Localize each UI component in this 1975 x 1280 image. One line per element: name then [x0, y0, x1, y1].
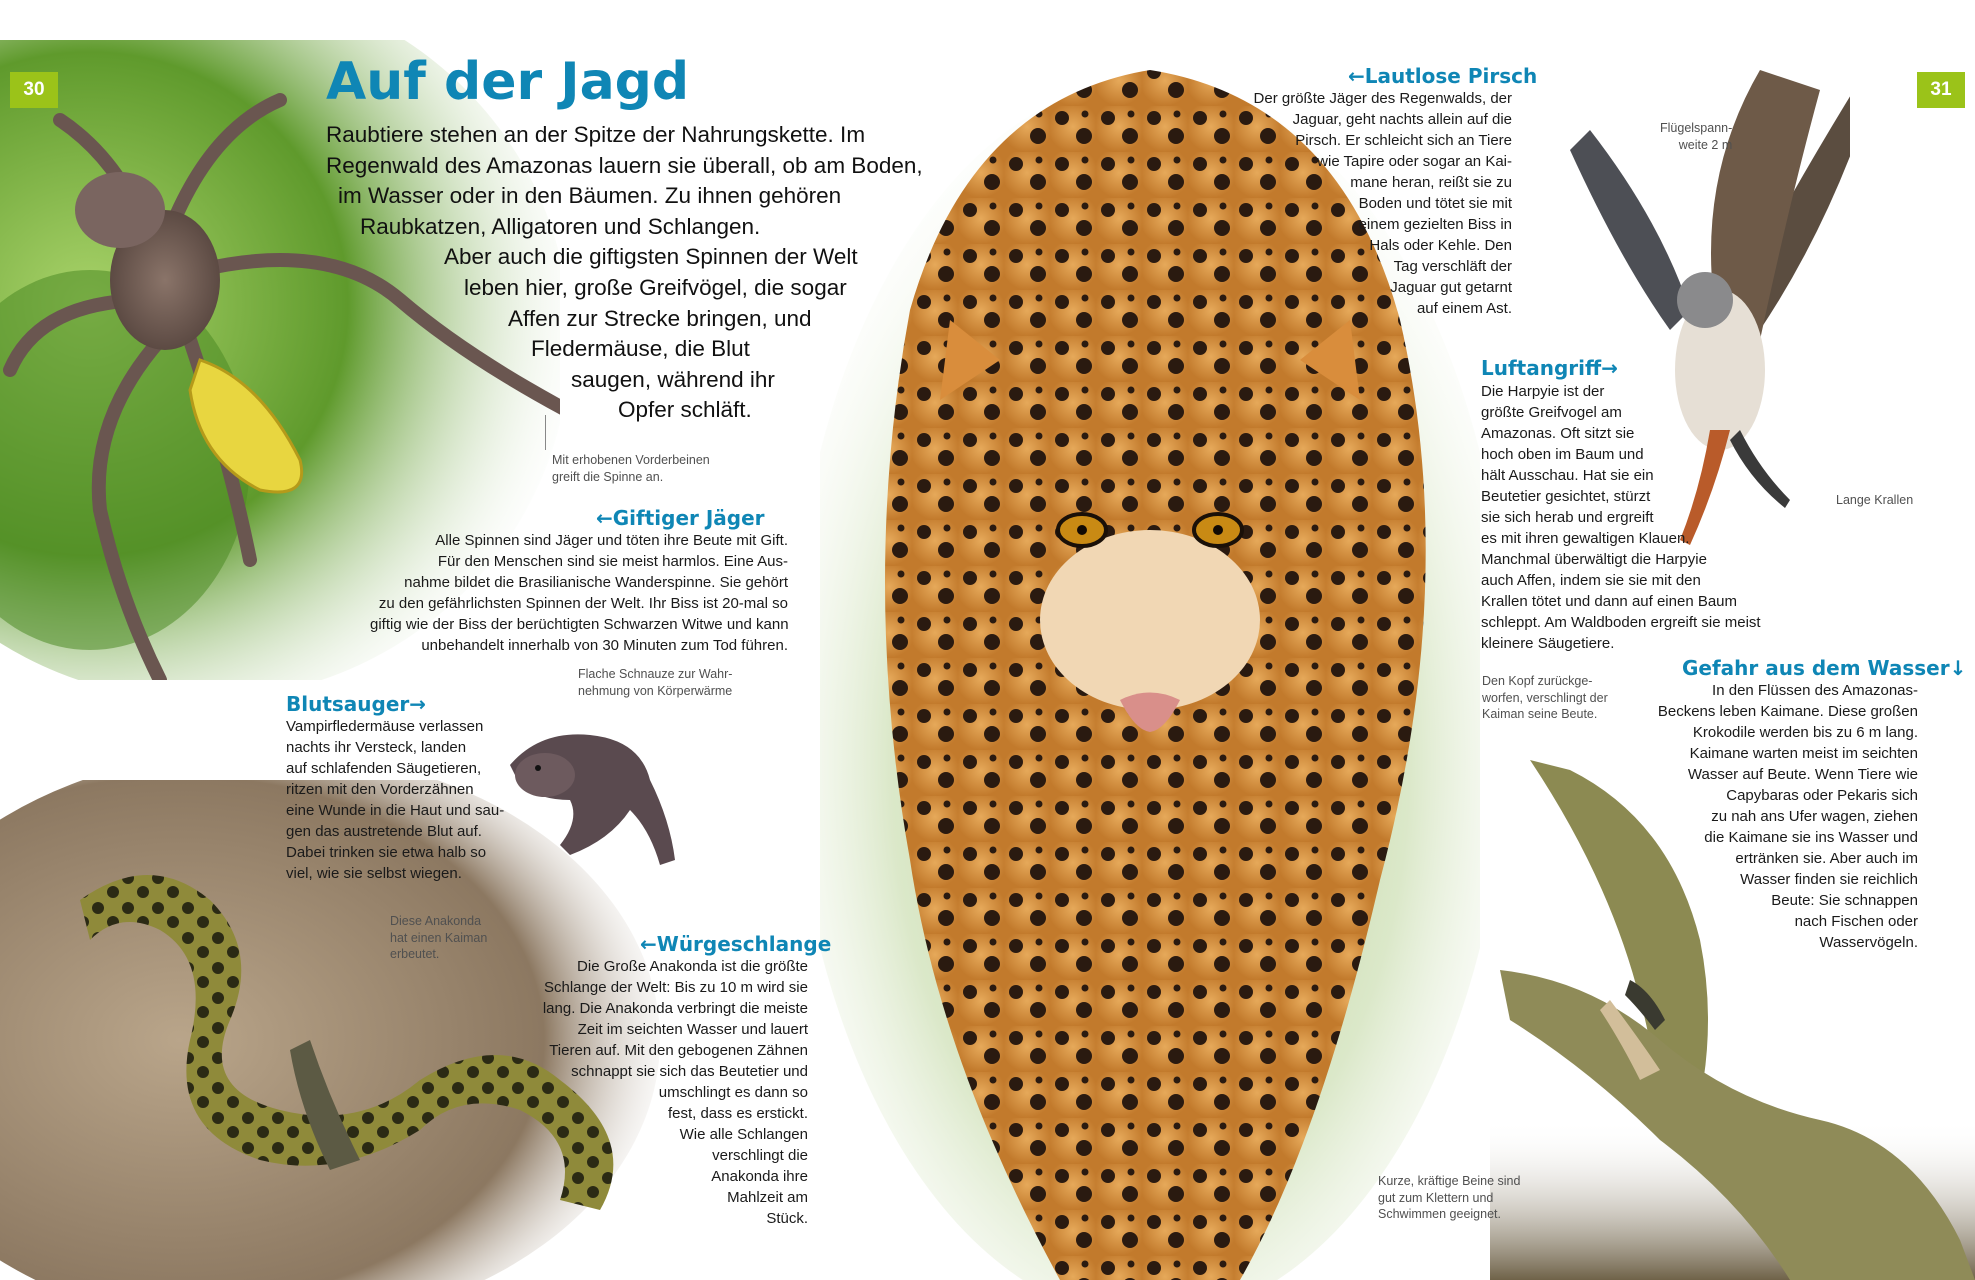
text-line: Anakonda ihre [711, 1168, 808, 1185]
text-line: ritzen mit den Vorderzähnen [286, 781, 474, 798]
text-line: Beckens leben Kaimane. Diese großen [1657, 703, 1918, 720]
caption-line: Flügelspann- [1660, 121, 1733, 135]
text-line: umschlingt es dann so [658, 1084, 808, 1101]
text-gefahr-aus-dem-wasser [1560, 680, 1918, 953]
text-line: hoch oben im Baum und [1481, 446, 1644, 463]
heading-blutsauger: Blutsauger→ [286, 692, 427, 716]
text-line: nach Fischen oder [1794, 913, 1918, 930]
heading-giftiger-jaeger: ←Giftiger Jäger [596, 506, 765, 530]
text-line: giftig wie der Biss der berüchtigten Schwarzen Witwe und kann [370, 616, 789, 633]
text-line: Jaguar, geht nachts allein auf die [1292, 111, 1512, 128]
text-line: Die Harpyie ist der [1481, 383, 1605, 400]
intro-line: Raubtiere stehen an der Spitze der Nahrungskette. Im [326, 122, 866, 147]
text-line: Pirsch. Er schleicht sich an Tiere [1295, 132, 1512, 149]
text-line: auch Affen, indem sie sie mit den [1481, 572, 1701, 589]
text-line: verschlingt die [712, 1147, 808, 1164]
intro-line: Aber auch die giftigsten Spinnen der Welt [444, 244, 858, 270]
text-line: schnappt sie sich das Beutetier und [571, 1063, 808, 1080]
text-line: zu den gefährlichsten Spinnen der Welt. Ihr Biss ist 20-mal so [378, 595, 788, 612]
text-line: hält Ausschau. Hat sie ein [1481, 467, 1654, 484]
text-line: Tieren auf. Mit den gebogenen Zähnen [549, 1042, 808, 1059]
text-lautlose-pirsch [1250, 88, 1512, 319]
heading-gefahr-aus-dem-wasser: Gefahr aus dem Wasser↓ [1682, 656, 1967, 680]
text-line: Zeit im seichten Wasser und lauert [577, 1021, 808, 1038]
caption-line: nehmung von Körperwärme [578, 683, 733, 698]
caption-line: erbeutet. [390, 947, 440, 961]
heading-luftangriff: Luftangriff→ [1481, 356, 1618, 380]
text-line: nahme bildet die Brasilianische Wanderspinne. Sie gehört [404, 574, 788, 591]
text-line: In den Flüssen des Amazonas- [1712, 682, 1918, 699]
text-line: gen das austretende Blut auf. [286, 823, 482, 840]
caption-wingspan [1660, 120, 1732, 153]
text-line: schleppt. Am Waldboden ergreift sie meist [1481, 614, 1761, 631]
text-line: es mit ihren gewaltigen Klauen. [1481, 530, 1690, 547]
intro-line: saugen, während ihr [571, 366, 775, 392]
intro-text [326, 120, 923, 426]
text-line: lang. Die Anakonda verbringt die meiste [542, 1000, 808, 1017]
text-line: unbehandelt innerhalb von 30 Minuten zum Tod führen. [421, 637, 788, 654]
page-title: Auf der Jagd [326, 52, 690, 112]
caption-claws [1836, 492, 1913, 509]
page-number-right: 31 [1917, 72, 1965, 108]
caption-line: Diese Anakonda [390, 914, 482, 928]
text-line: Amazonas. Oft sitzt sie [1481, 425, 1635, 442]
caption-spider [552, 452, 710, 485]
heading-wuergeschlange: ←Würgeschlange [640, 932, 832, 956]
caption-line: gut zum Klettern und [1378, 1190, 1494, 1205]
caption-bat [578, 666, 732, 699]
text-line: viel, wie sie selbst wiegen. [286, 865, 462, 882]
text-line: nachts ihr Versteck, landen [286, 739, 467, 756]
text-line: sie sich herab und ergreift [1481, 509, 1654, 526]
text-line: die Kaimane sie ins Wasser und [1704, 829, 1918, 846]
text-line: fest, dass es erstickt. [667, 1105, 808, 1122]
text-line: Wasservögeln. [1819, 934, 1918, 951]
page-number-left: 30 [10, 72, 58, 108]
text-line: auf einem Ast. [1416, 300, 1512, 317]
caption-line: greift die Spinne an. [552, 469, 664, 484]
intro-line: Opfer schläft. [618, 397, 752, 423]
text-line: größte Greifvogel am [1481, 404, 1622, 421]
caption-line: worfen, verschlingt der [1482, 690, 1608, 705]
text-line: eine Wunde in die Haut und sau- [286, 802, 505, 819]
text-line: Für den Menschen sind sie meist harmlos. Eine Aus- [437, 553, 788, 570]
text-line: Boden und tötet sie mit [1358, 195, 1512, 212]
caption-line: Lange Krallen [1836, 493, 1914, 507]
text-line: wie Tapire oder sogar an Kai- [1317, 153, 1512, 170]
intro-line: Raubkatzen, Alligatoren und Schlangen. [360, 213, 761, 239]
text-line: Capybaras oder Pekaris sich [1726, 787, 1918, 804]
caption-line: Kaiman seine Beute. [1482, 707, 1598, 721]
text-line: ertränken sie. Aber auch im [1735, 850, 1918, 867]
caption-jaguar-legs [1378, 1173, 1520, 1223]
text-line: Manchmal überwältigt die Harpyie [1481, 551, 1707, 568]
text-line: Stück. [766, 1210, 808, 1227]
text-line: zu nah ans Ufer wagen, ziehen [1711, 808, 1918, 825]
text-line: Hals oder Kehle. Den [1369, 237, 1512, 254]
text-luftangriff [1481, 381, 1761, 654]
caption-anaconda [390, 913, 487, 963]
text-line: Beute: Sie schnappen [1771, 892, 1918, 909]
text-line: Wasser auf Beute. Wenn Tiere wie [1687, 766, 1918, 783]
intro-line: leben hier, große Greifvögel, die sogar [464, 274, 847, 300]
text-line: Jaguar gut getarnt [1390, 279, 1512, 296]
caption-line: Flache Schnauze zur Wahr- [578, 667, 733, 681]
text-line: kleinere Säugetiere. [1481, 635, 1615, 652]
caption-line: weite 2 m [1678, 137, 1733, 152]
intro-line: im Wasser oder in den Bäumen. Zu ihnen gehören [338, 183, 842, 209]
caption-line: Schwimmen geeignet. [1378, 1207, 1501, 1221]
text-blutsauger [286, 716, 504, 884]
caption-line: Kurze, kräftige Beine sind [1378, 1174, 1521, 1188]
text-line: einem gezielten Biss in [1358, 216, 1512, 233]
text-line: Alle Spinnen sind Jäger und töten ihre Beute mit Gift. [435, 532, 788, 549]
intro-line: Affen zur Strecke bringen, und [508, 305, 812, 331]
text-line: Dabei trinken sie etwa halb so [286, 844, 487, 861]
caption-line: Den Kopf zurückge- [1482, 674, 1593, 688]
text-line: Kaimane warten meist im seichten [1689, 745, 1918, 762]
intro-line: Regenwald des Amazonas lauern sie überall, ob am Boden, [326, 152, 923, 178]
text-line: Der größte Jäger des Regenwalds, der [1253, 90, 1512, 107]
text-line: Wasser finden sie reichlich [1740, 871, 1918, 888]
text-line: Tag verschläft der [1393, 258, 1512, 275]
text-line: mane heran, reißt sie zu [1350, 174, 1512, 191]
text-line: Beutetier gesichtet, stürzt [1481, 488, 1651, 505]
text-line: Krokodile werden bis zu 6 m lang. [1692, 724, 1918, 741]
text-line: Mahlzeit am [727, 1189, 808, 1206]
text-line: Wie alle Schlangen [679, 1126, 808, 1143]
text-giftiger-jaeger [370, 530, 788, 656]
text-line: Krallen tötet und dann auf einen Baum [1481, 593, 1738, 610]
caption-line: Mit erhobenen Vorderbeinen [552, 453, 710, 467]
text-wuergeschlange [540, 956, 808, 1229]
text-line: Schlange der Welt: Bis zu 10 m wird sie [543, 979, 808, 996]
text-line: Vampirfledermäuse verlassen [286, 718, 484, 735]
text-line: Die Große Anakonda ist die größte [577, 958, 808, 975]
intro-line: Fledermäuse, die Blut [531, 336, 750, 362]
caption-line: hat einen Kaiman [390, 930, 488, 945]
heading-lautlose-pirsch: ←Lautlose Pirsch [1348, 64, 1538, 88]
text-line: auf schlafenden Säugetieren, [286, 760, 482, 777]
